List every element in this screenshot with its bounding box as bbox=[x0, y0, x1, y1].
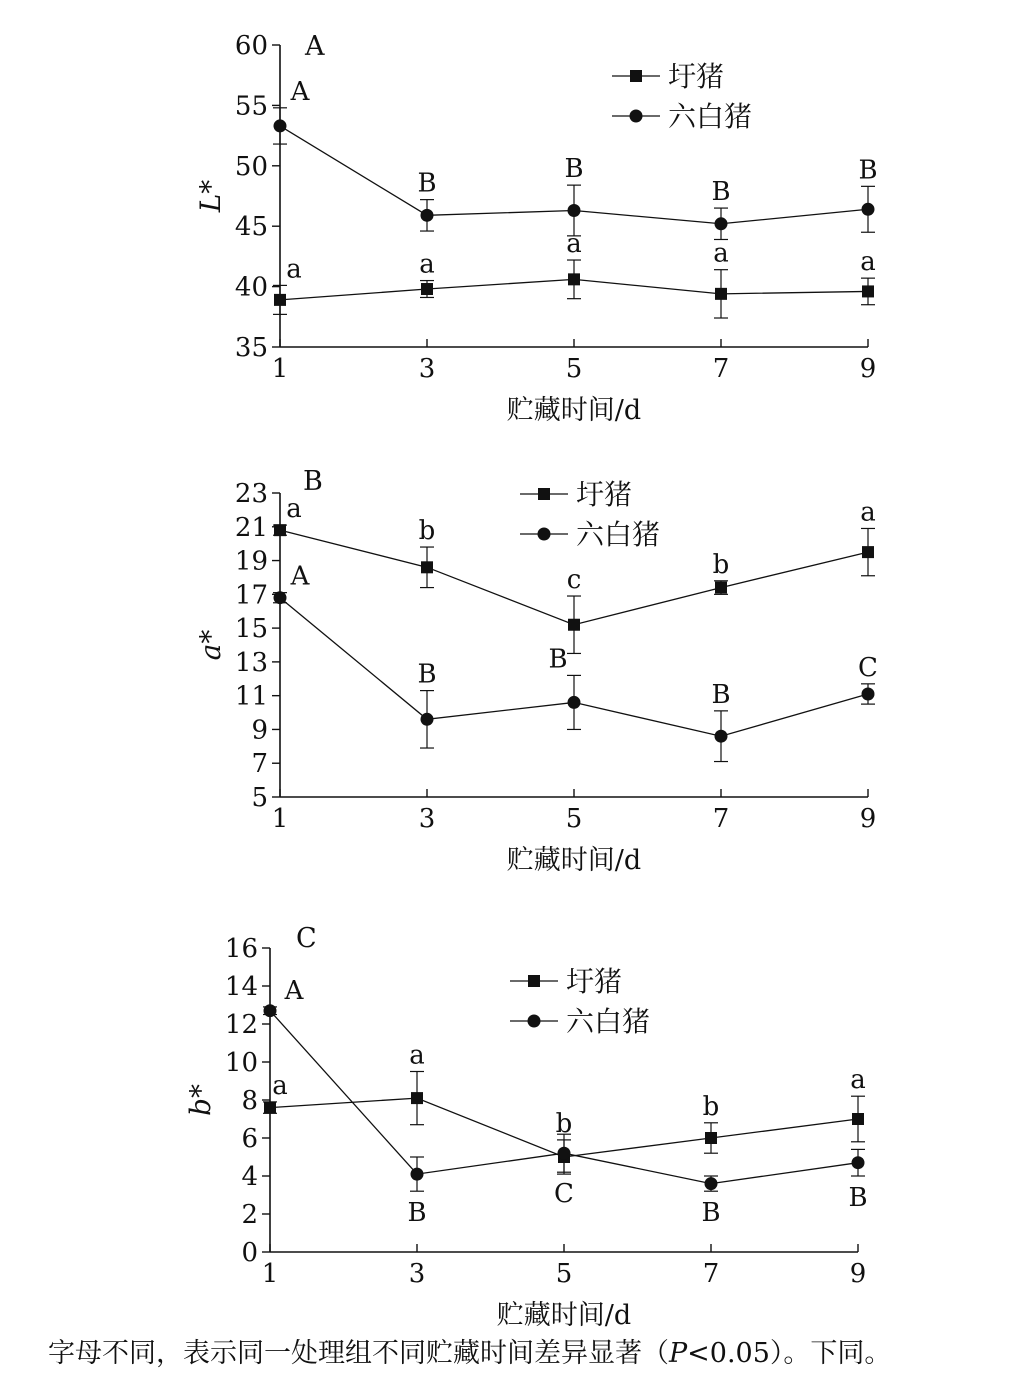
y-tick-label: 0 bbox=[241, 1238, 258, 1268]
data-point-square bbox=[715, 582, 727, 594]
y-tick-label: 12 bbox=[224, 1010, 258, 1040]
x-tick-label: 1 bbox=[261, 1259, 279, 1289]
significance-letter: B bbox=[407, 1198, 427, 1229]
data-point-circle bbox=[862, 687, 875, 700]
data-point-square bbox=[568, 273, 580, 285]
legend-marker-circle bbox=[538, 528, 551, 541]
y-tick-label: 2 bbox=[241, 1200, 258, 1230]
data-point-square bbox=[568, 619, 580, 631]
y-tick-label: 16 bbox=[224, 934, 258, 964]
y-tick-label: 55 bbox=[234, 91, 268, 122]
significance-letter: B bbox=[711, 679, 731, 710]
significance-letter: b bbox=[702, 1091, 720, 1122]
panel-label: B bbox=[303, 466, 323, 497]
significance-letter: b bbox=[418, 516, 436, 547]
significance-letter: b bbox=[712, 549, 730, 580]
x-tick-label: 5 bbox=[565, 804, 583, 834]
y-tick-label: 4 bbox=[241, 1162, 258, 1192]
legend-label: 圩猪 bbox=[576, 478, 633, 511]
panel-label: C bbox=[296, 923, 317, 954]
data-point-circle bbox=[264, 1004, 277, 1017]
y-tick-label: 35 bbox=[234, 333, 268, 363]
y-tick-label: 17 bbox=[234, 580, 268, 611]
chart-panel-b-star bbox=[184, 923, 868, 1331]
x-axis-title: 贮藏时间/d bbox=[496, 1300, 632, 1331]
data-point-circle bbox=[852, 1156, 865, 1169]
data-point-circle bbox=[421, 209, 434, 222]
y-axis-title: b* bbox=[184, 1084, 217, 1116]
data-point-square bbox=[274, 294, 286, 306]
y-tick-label: 60 bbox=[234, 31, 268, 61]
significance-letter: B bbox=[564, 154, 584, 185]
x-tick-label: 9 bbox=[849, 1259, 867, 1289]
legend-label: 六白猪 bbox=[668, 100, 753, 133]
y-tick-label: 8 bbox=[241, 1086, 258, 1116]
significance-letter: a bbox=[850, 1065, 866, 1096]
significance-letter: a bbox=[272, 1070, 288, 1101]
significance-letter: c bbox=[566, 565, 582, 596]
y-tick-label: 9 bbox=[251, 715, 268, 746]
data-point-circle bbox=[274, 591, 287, 604]
caption-text-after: <0.05）。下同。 bbox=[687, 1338, 892, 1369]
significance-letter: C bbox=[554, 1179, 574, 1210]
significance-letter: C bbox=[858, 652, 878, 683]
y-tick-label: 10 bbox=[224, 1048, 258, 1078]
x-axis-title: 贮藏时间/d bbox=[506, 395, 642, 426]
significance-letter: B bbox=[711, 177, 731, 208]
legend-marker-square bbox=[630, 70, 642, 82]
data-point-square bbox=[862, 546, 874, 558]
data-point-circle bbox=[862, 203, 875, 216]
legend-marker-circle bbox=[630, 110, 643, 123]
caption-text-before: 字母不同，表示同一处理组不同贮藏时间差异显著（ bbox=[48, 1338, 669, 1369]
x-axis-title: 贮藏时间/d bbox=[506, 845, 642, 876]
y-tick-label: 14 bbox=[224, 972, 258, 1002]
y-tick-label: 11 bbox=[234, 681, 268, 712]
significance-letter: B bbox=[858, 155, 878, 186]
x-tick-label: 7 bbox=[702, 1259, 720, 1289]
data-point-square bbox=[274, 524, 286, 536]
data-point-circle bbox=[568, 204, 581, 217]
data-point-square bbox=[411, 1092, 423, 1104]
significance-letter: B bbox=[417, 659, 437, 690]
data-point-square bbox=[421, 561, 433, 573]
figure-caption bbox=[48, 1340, 891, 1367]
legend-marker-square bbox=[528, 975, 540, 987]
data-point-square bbox=[264, 1102, 276, 1114]
x-tick-label: 7 bbox=[712, 354, 730, 384]
x-tick-label: 7 bbox=[712, 804, 730, 834]
y-tick-label: 23 bbox=[234, 479, 268, 509]
significance-letter: A bbox=[284, 975, 304, 1006]
data-point-square bbox=[421, 283, 433, 295]
significance-letter: a bbox=[286, 254, 302, 285]
data-point-square bbox=[705, 1132, 717, 1144]
y-tick-label: 45 bbox=[234, 212, 268, 243]
chart-panel-l-star bbox=[194, 31, 878, 426]
data-point-circle bbox=[411, 1168, 424, 1181]
significance-letter: A bbox=[290, 561, 310, 592]
data-point-square bbox=[862, 285, 874, 297]
significance-letter: a bbox=[860, 247, 876, 278]
significance-letter: B bbox=[701, 1198, 721, 1229]
legend-label: 六白猪 bbox=[576, 518, 661, 551]
significance-letter: B bbox=[417, 168, 437, 199]
significance-letter: a bbox=[286, 494, 302, 525]
x-tick-label: 3 bbox=[408, 1259, 426, 1289]
caption-text-italic: P bbox=[669, 1338, 688, 1369]
data-point-circle bbox=[715, 217, 728, 230]
data-point-circle bbox=[568, 696, 581, 709]
significance-letter: B bbox=[548, 644, 568, 675]
y-tick-label: 5 bbox=[251, 783, 268, 813]
chart-panel-a-star bbox=[194, 466, 878, 876]
y-tick-label: 19 bbox=[234, 546, 268, 577]
x-tick-label: 1 bbox=[271, 804, 289, 834]
y-tick-label: 7 bbox=[251, 749, 268, 780]
significance-letter: a bbox=[860, 497, 876, 528]
x-tick-label: 1 bbox=[271, 354, 289, 384]
significance-letter: B bbox=[848, 1183, 868, 1213]
significance-letter: a bbox=[419, 249, 435, 280]
data-point-square bbox=[715, 288, 727, 300]
legend-label: 圩猪 bbox=[566, 965, 623, 998]
x-tick-label: 3 bbox=[418, 804, 436, 834]
significance-letter: b bbox=[555, 1108, 573, 1139]
significance-letter: a bbox=[409, 1040, 425, 1071]
significance-letter: a bbox=[713, 238, 729, 269]
x-tick-label: 3 bbox=[418, 354, 436, 384]
legend-label: 六白猪 bbox=[566, 1005, 651, 1038]
data-point-square bbox=[852, 1113, 864, 1125]
data-point-circle bbox=[274, 119, 287, 132]
legend-marker-circle bbox=[528, 1015, 541, 1028]
y-axis-title: L* bbox=[194, 179, 227, 213]
significance-letter: a bbox=[566, 229, 582, 260]
y-tick-label: 15 bbox=[234, 614, 268, 645]
y-tick-label: 13 bbox=[234, 647, 268, 678]
y-tick-label: 40 bbox=[234, 272, 268, 303]
data-point-circle bbox=[558, 1147, 571, 1160]
data-point-circle bbox=[705, 1177, 718, 1190]
y-axis-title: a* bbox=[194, 629, 227, 661]
panel-label: A bbox=[305, 31, 325, 62]
y-tick-label: 21 bbox=[234, 512, 268, 543]
x-tick-label: 9 bbox=[859, 804, 877, 834]
data-point-circle bbox=[715, 730, 728, 743]
x-tick-label: 5 bbox=[565, 354, 583, 384]
y-tick-label: 50 bbox=[234, 151, 268, 182]
y-tick-label: 6 bbox=[241, 1124, 258, 1154]
x-tick-label: 9 bbox=[859, 354, 877, 384]
legend-label: 圩猪 bbox=[668, 60, 725, 93]
data-point-circle bbox=[421, 713, 434, 726]
x-tick-label: 5 bbox=[555, 1259, 573, 1289]
significance-letter: A bbox=[290, 76, 310, 107]
legend-marker-square bbox=[538, 488, 550, 500]
